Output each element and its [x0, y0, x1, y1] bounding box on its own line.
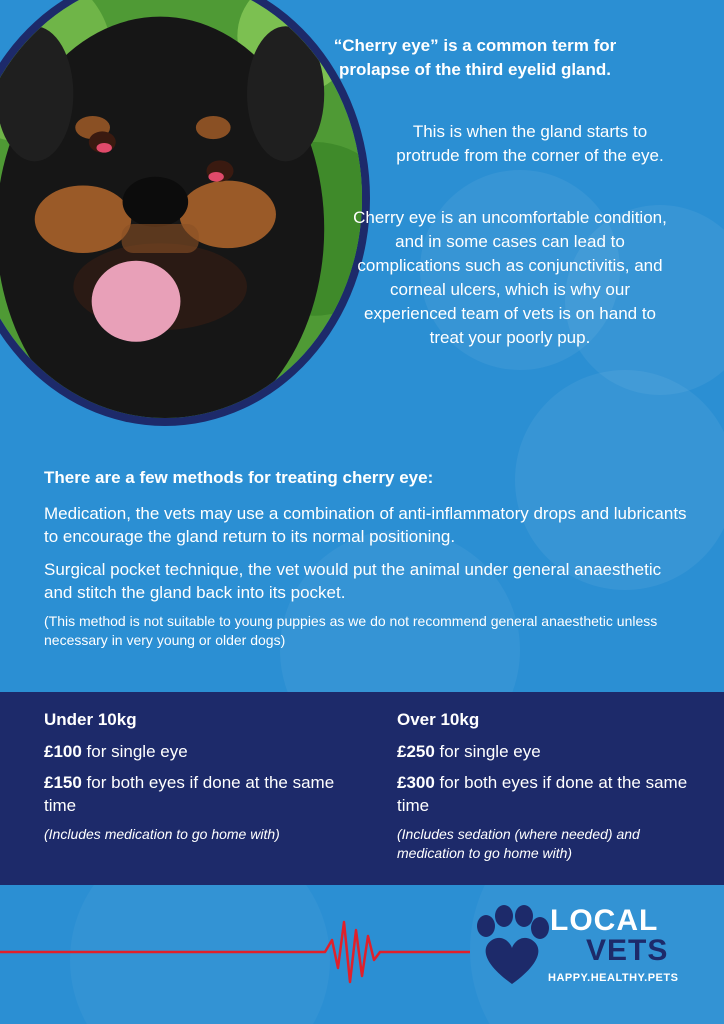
paw-heart-icon: [474, 904, 550, 990]
intro-paragraph-2: Cherry eye is an uncomfortable condition, and in some cases can lead to complications such as conjunctivitis, and corneal ulcers, which is why our experienced team of vets is on hand to treat your poorly pup.: [353, 208, 667, 347]
method-medication: Medication, the vets may use a combination of anti-inflammatory drops and lubricants to encourage the gland return to its normal positioning.: [44, 504, 687, 546]
rottweiler-illustration: [0, 0, 362, 418]
intro-paragraph-1: This is when the gland starts to protrude from the corner of the eye.: [396, 122, 664, 165]
single-eye-price: [44, 740, 354, 763]
price-amount: £150: [44, 773, 82, 792]
price-amount: £300: [397, 773, 435, 792]
heartbeat-line-icon: [0, 910, 470, 990]
treatment-methods: [44, 468, 694, 660]
method-surgical: Surgical pocket technique, the vet would put the animal under general anaesthetic and stitch the gland back into its pocket.: [44, 560, 662, 602]
price-desc: for single eye: [434, 742, 541, 761]
both-eyes-price: [44, 771, 354, 817]
pricing-note: (Includes medication to go home with): [44, 826, 280, 842]
methods-heading: There are a few methods for treating cherry eye:: [44, 468, 434, 487]
pricing-under-10kg: [44, 710, 354, 844]
pricing-title: Over 10kg: [397, 710, 480, 729]
pricing-band: [0, 692, 724, 885]
single-eye-price: [397, 740, 707, 763]
local-vets-logo: [474, 904, 694, 990]
logo-tagline: HAPPY.HEALTHY.PETS: [548, 972, 679, 984]
logo-word-local: LOCAL: [550, 904, 659, 937]
price-amount: £100: [44, 742, 82, 761]
method-note: (This method is not suitable to young puppies as we do not recommend general anaesthetic unless necessary in very young or older dogs): [44, 613, 658, 648]
pricing-title: Under 10kg: [44, 710, 137, 729]
price-desc: for both eyes if done at the same time: [397, 773, 688, 815]
price-amount: £250: [397, 742, 435, 761]
pricing-over-10kg: [397, 710, 707, 863]
intro-title: “Cherry eye” is a common term for prolapse of the third eyelid gland.: [333, 36, 617, 79]
logo-word-vets: VETS: [586, 934, 669, 967]
both-eyes-price: [397, 771, 707, 817]
price-desc: for single eye: [81, 742, 188, 761]
pricing-note: (Includes sedation (where needed) and medication to go home with): [397, 826, 640, 861]
price-desc: for both eyes if done at the same time: [44, 773, 335, 815]
